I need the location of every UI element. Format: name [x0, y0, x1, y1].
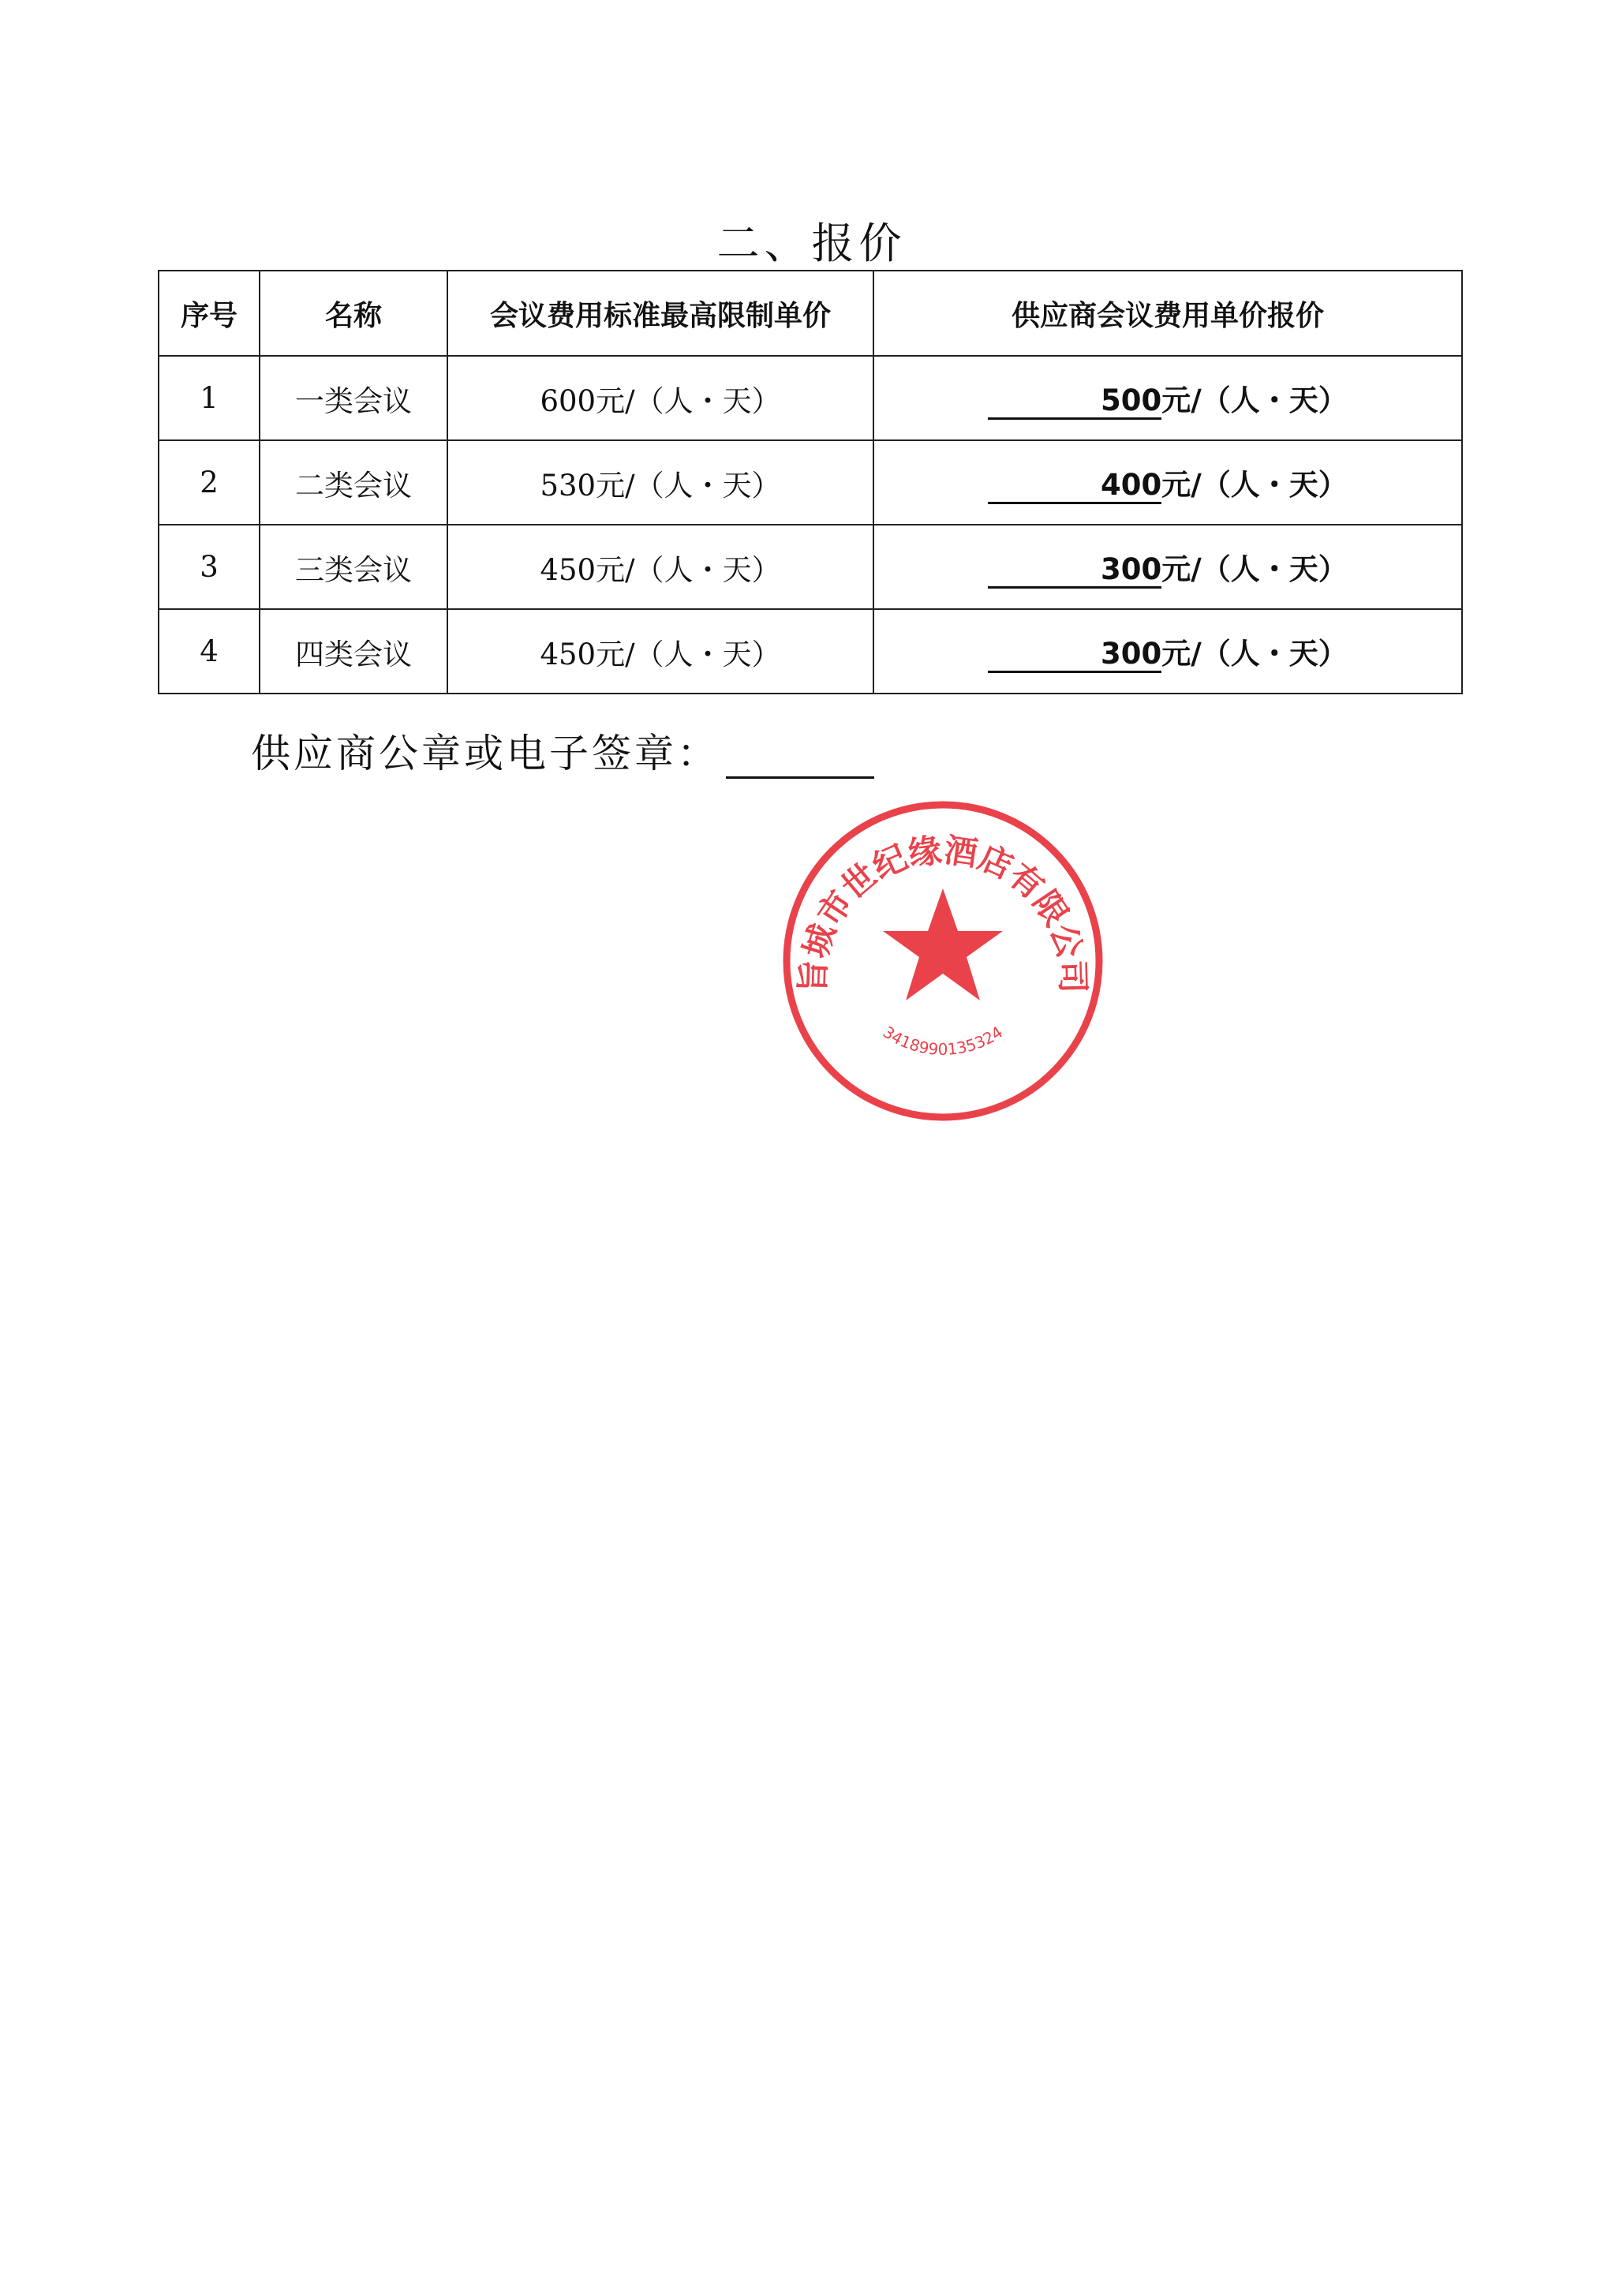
table-row — [159, 525, 1462, 609]
row-no: 4 — [159, 609, 260, 694]
row-name: 二类会议 — [260, 440, 447, 525]
signature-blank — [726, 737, 874, 779]
row-name: 四类会议 — [260, 609, 447, 694]
quote-amount: 300 — [988, 554, 1161, 589]
row-quote — [873, 356, 1462, 440]
row-quote — [873, 440, 1462, 525]
quote-unit: 元/（人・天） — [1161, 637, 1348, 671]
quote-unit: 元/（人・天） — [1161, 552, 1348, 587]
page-title: 二、报价 — [716, 219, 907, 268]
quote-amount: 300 — [988, 638, 1161, 673]
row-quote — [873, 525, 1462, 609]
company-seal — [777, 795, 1109, 1127]
signature-label: 供应商公章或电子签章： — [251, 731, 720, 776]
row-max-price: 530元/（人・天） — [447, 440, 873, 525]
table-row — [159, 356, 1462, 440]
row-no: 1 — [159, 356, 260, 440]
header-quote: 供应商会议费用单价报价 — [873, 271, 1462, 356]
seal-code-text: 3418990135324 — [879, 1022, 1007, 1059]
row-max-price: 600元/（人・天） — [447, 356, 873, 440]
row-max-price: 450元/（人・天） — [447, 609, 873, 694]
quote-amount: 500 — [988, 385, 1161, 420]
table-header-row — [159, 271, 1462, 356]
row-max-price: 450元/（人・天） — [447, 525, 873, 609]
star-icon — [883, 888, 1003, 1000]
quote-unit: 元/（人・天） — [1161, 468, 1348, 503]
row-name: 一类会议 — [260, 356, 447, 440]
row-quote — [873, 609, 1462, 694]
header-max-price: 会议费用标准最高限制单价 — [447, 271, 873, 356]
quote-unit: 元/（人・天） — [1161, 383, 1348, 418]
row-no: 2 — [159, 440, 260, 525]
seal-company-text: 旨城市世纪缘酒店有限公司 — [793, 830, 1093, 994]
table-row — [159, 440, 1462, 525]
row-name: 三类会议 — [260, 525, 447, 609]
row-no: 3 — [159, 525, 260, 609]
table-row — [159, 609, 1462, 694]
header-name: 名称 — [260, 271, 447, 356]
quote-table — [158, 270, 1463, 694]
signature-line — [251, 722, 874, 779]
header-no: 序号 — [159, 271, 260, 356]
quote-amount: 400 — [988, 469, 1161, 504]
